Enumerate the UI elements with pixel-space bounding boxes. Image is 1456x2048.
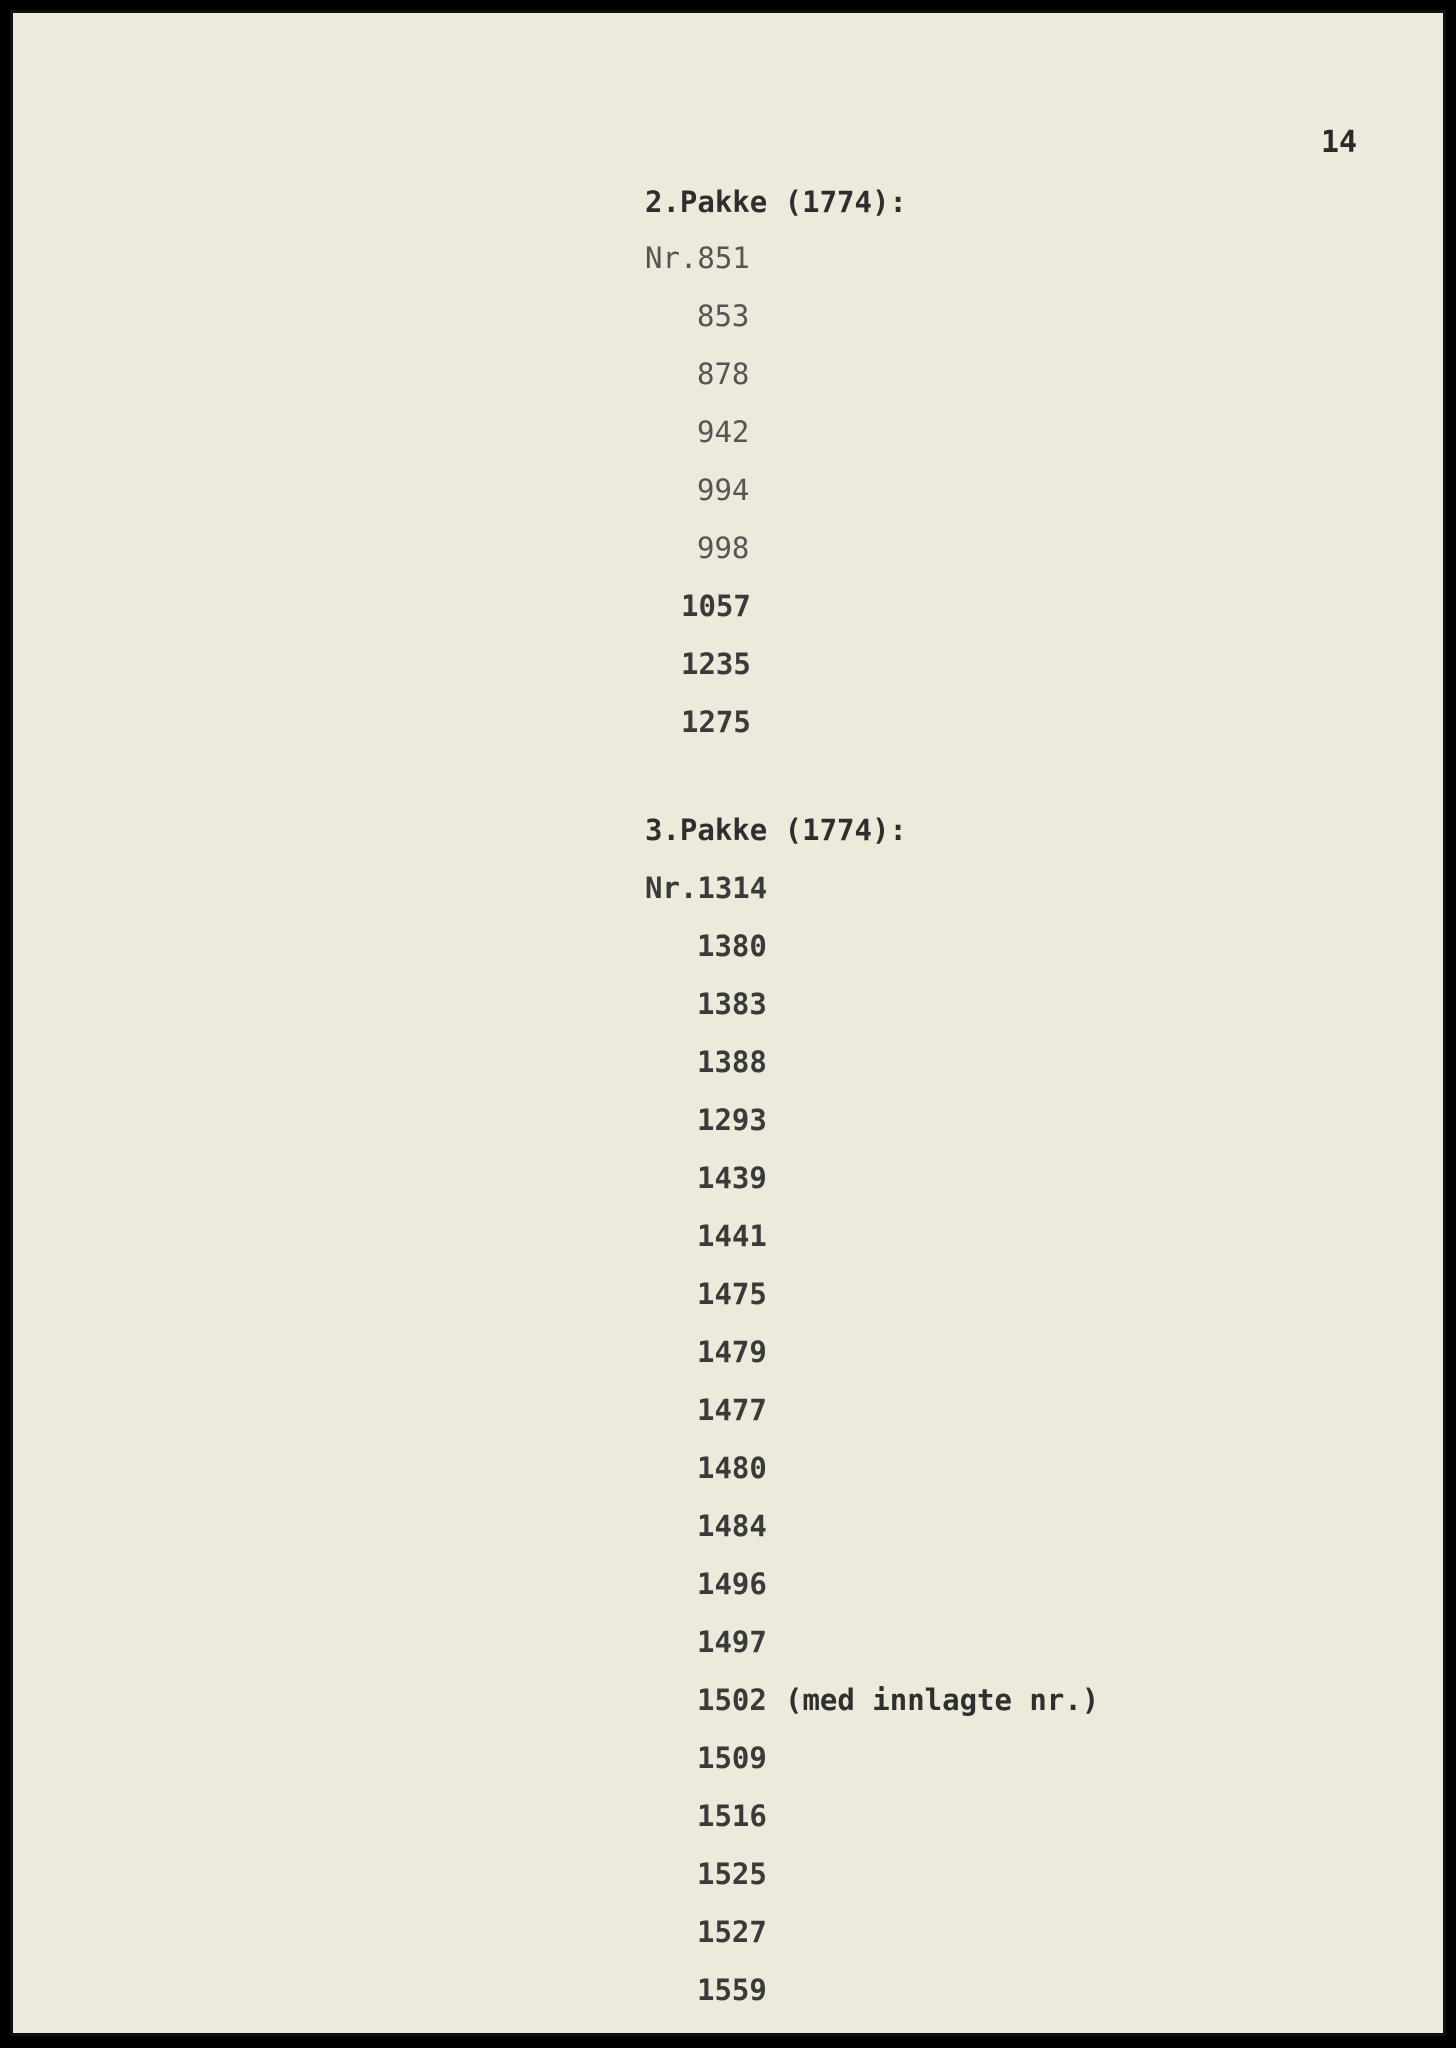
entry: 1516 — [697, 1799, 767, 1833]
entry: 942 — [697, 415, 750, 449]
entry-note: (med innlagte nr.) — [785, 1683, 1100, 1717]
entry: 1275 — [681, 705, 751, 739]
entry: 1383 — [697, 987, 767, 1021]
entry: 1057 — [681, 589, 751, 623]
entry: 1525 — [697, 1857, 767, 1891]
entry: 1479 — [697, 1335, 767, 1369]
entry: 1388 — [697, 1045, 767, 1079]
entry: 1559 — [697, 1973, 767, 2007]
entry: 1484 — [697, 1509, 767, 1543]
entry: 994 — [697, 473, 750, 507]
entry: 1293 — [697, 1103, 767, 1137]
entry: 1496 — [697, 1567, 767, 1601]
first-entry: Nr.851 — [645, 241, 750, 275]
entry: 853 — [697, 299, 750, 333]
entry: 1439 — [697, 1161, 767, 1195]
entry: 1527 — [697, 1915, 767, 1949]
entry: 998 — [697, 531, 750, 565]
document-page — [10, 10, 1446, 2036]
section-heading: 3.Pakke (1774): — [645, 813, 907, 847]
entry: 1380 — [697, 929, 767, 963]
entry: 1477 — [697, 1393, 767, 1427]
entry: 1497 — [697, 1625, 767, 1659]
entry: 1480 — [697, 1451, 767, 1485]
entry: 1509 — [697, 1741, 767, 1775]
entry: 1235 — [681, 647, 751, 681]
entry: 1441 — [697, 1219, 767, 1253]
entry: 1475 — [697, 1277, 767, 1311]
section-heading: 2.Pakke (1774): — [645, 185, 907, 219]
entry: 1502 — [697, 1683, 767, 1717]
entry: 878 — [697, 357, 750, 391]
page-number: 14 — [1321, 125, 1358, 160]
first-entry: Nr.1314 — [645, 871, 768, 905]
